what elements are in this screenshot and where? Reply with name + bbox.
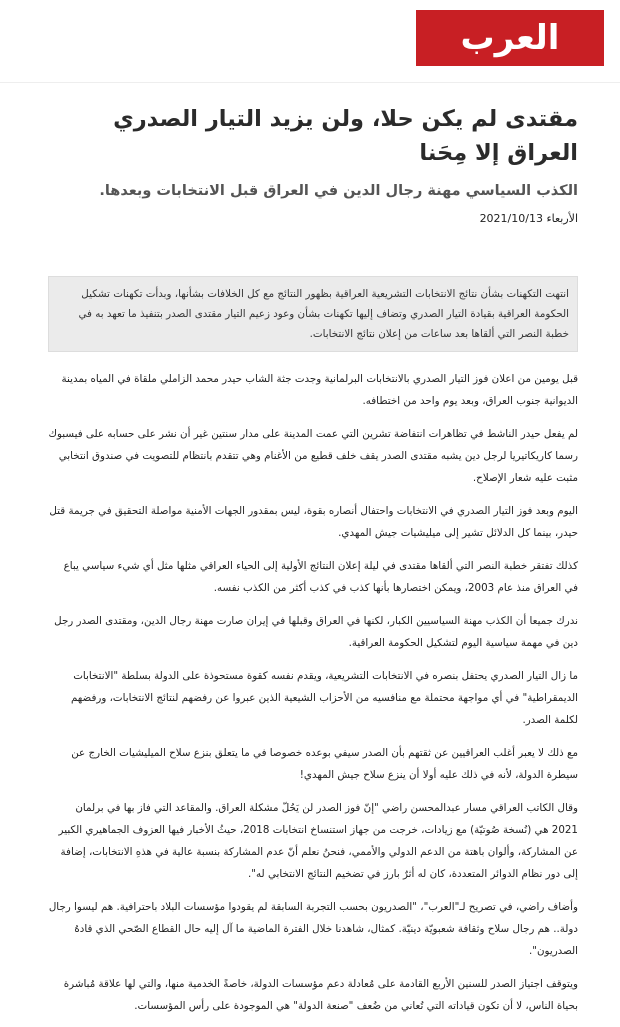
article-paragraph: وقال الكاتب العراقي مسار عبدالمحسن راضي "إنّ فوز الصدر لن يَحُلّ مشكلة العراق. والمقاعد التي فاز بها في برلمان 2021 هي (نُسخة صُوتيّة) مع زيادات، خرجت من جهاز استنساخ انتخابات 2018، حيثُ الأخبار فيها العزوف الجماهيري الكبير عن المشاركة، وألوان باهتة من الدعم الدولي والأممي، فنحنُ نعلم أنّ عدم المشاركة بنسبة عالية في هذهِ الانتخابات، إضافة إلى دور نظام الدوائر المتعددة، كان له أثرٌ بارز في تضخيم النتائج الانتخابي له". xyxy=(58,802,578,880)
article-date: الأربعاء 2021/10/13 xyxy=(479,212,578,225)
article-paragraph: مع ذلك لا يعبر أغلب العراقيين عن ثقتهم بأن الصدر سيفي بوعده خصوصا في ما يتعلق بنزع سلاح الميليشيات الخارج عن سيطرة الدولة، لأنه في ذلك عليه أولا أن ينزع سلاح جيش المهدي! xyxy=(71,747,578,781)
article-body xyxy=(48,368,578,1017)
article-paragraph: ما زال التيار الصدري يحتفل بنصره في الانتخابات التشريعية، ويقدم نفسه كقوة مستحوذة على الدولة بسلطة "الانتخابات الديمقراطية" في أي مواجهة محتملة مع منافسيه من الأحزاب الشيعية الذين عبروا عن رفضهم لنتائج الانتخابات، ورفضهم لكلمة الصدر. xyxy=(70,670,578,726)
article-subtitle: الكذب السياسي مهنة رجال الدين في العراق قبل الانتخابات وبعدها. xyxy=(99,183,578,199)
logo-text: العرب xyxy=(460,18,560,58)
article xyxy=(48,82,578,1027)
article-paragraph: قبل يومين من اعلان فوز التيار الصدري بالانتخابات البرلمانية وجدت جثة الشاب حيدر محمد الزاملي ملقاة في المياه بمدينة الديوانية جنوب العراق، وبعد يوم واحد من اختطافه. xyxy=(61,373,578,407)
article-paragraph: ويتوقف اجتياز الصدر للسنين الأربع القادمة على مُعادلة دعم مؤسسات الدولة، خاصةً الخدمية منها، والتي لها علاقة مُباشرة بحياة الناس، لا أن تكون قياداته التي تُعاني من ضُعف "صنعة الدولة" هي الموجودة على رأس المؤسسات. xyxy=(63,978,578,1012)
article-title: مقتدى لم يكن حلا، ولن يزيد التيار الصدري العراق إلا مِحَنا xyxy=(113,106,578,166)
site-logo[interactable] xyxy=(416,10,604,66)
site-header xyxy=(0,0,620,83)
article-paragraph: وأضاف راضي، في تصريح لـ"العرب"، "الصدريون بحسب التجربة السابقة لم يقودوا مؤسسات البلاد باحترافية. هم ليسوا رجال دولة.. هم رجال سلاح وثقافة شعبويّة دينيّة. كمثال، شاهدنا خلال الفترة الماضية ما آل إليه حال القطاع الصّحي الذي قادهُ الصدريون". xyxy=(48,901,578,957)
article-paragraph: ندرك جميعا أن الكذب مهنة السياسيين الكبار، لكنها في العراق وقبلها في إيران صارت مهنة رجال الدين، ومقتدى الصدر رجل دين في مهمة سياسية اليوم لتشكيل الحكومة العراقية. xyxy=(54,615,578,649)
article-paragraph: اليوم وبعد فوز التيار الصدري في الانتخابات واحتفال أنصاره بقوة، ليس بمقدور الجهات الأمنية مواصلة التحقيق في جريمة قتل حيدر، بينما كل الدلائل تشير إلى ميليشيات جيش المهدي. xyxy=(49,505,578,539)
article-paragraph: كذلك تفتقر خطبة النصر التي ألقاها مقتدى في ليلة إعلان النتائج الأولية إلى الحياء العراقي مثلها مثل أي شيء سياسي يباع في العراق منذ عام 2003، ويمكن اختصارها بأنها كذب في كذب أكثر من الكذب نفسه. xyxy=(63,560,578,594)
article-summary: انتهت التكهنات بشأن نتائج الانتخابات التشريعية العراقية بظهور النتائج مع كل الخلافات بشأنها، وبدأت تكهنات تشكيل الحكومة العراقية بقيادة التيار الصدري وتضاف إليها تكهنات بشأن وعود زعيم التيار مقتدى الصدر بتنفيذ ما تعهد به في خطبة النصر التي ألقاها بعد ساعات من إعلان نتائج الانتخابات. xyxy=(48,276,578,352)
article-paragraph: لم يفعل حيدر الناشط في تظاهرات انتفاضة تشرين التي عمت المدينة على مدار سنتين غير أن نشر على حسابه على فيسبوك رسما كاريكاتيريا لرجل دين يشبه مقتدى الصدر يقف خلف قطيع من الأغنام وهي تتقدم بانتظام للتصويت في صندوق انتخابي مثبت عليه شعار الإصلاح. xyxy=(48,428,578,484)
